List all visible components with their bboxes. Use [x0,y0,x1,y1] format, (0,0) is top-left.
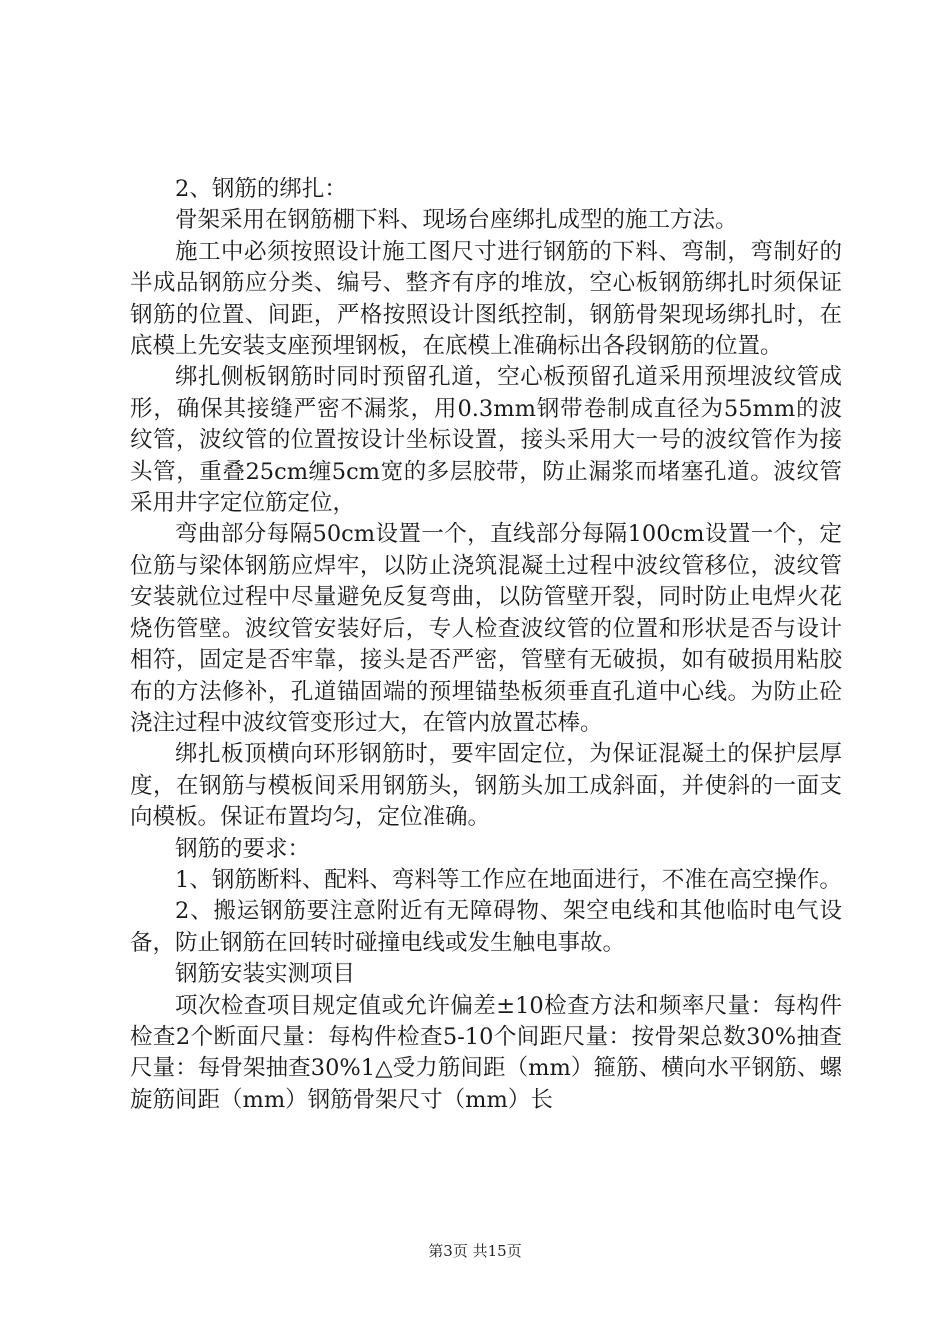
document-body [130,174,842,1116]
paragraph-requirement-2: 2、搬运钢筋要注意附近有无障碍物、架空电线和其他临时电气设备，防止钢筋在回转时碰撞电线或发生触电事故。 [130,898,842,956]
page-footer: 第3页 共15页 [428,1242,522,1260]
paragraph-cutting-bending: 施工中必须按照设计施工图尺寸进行钢筋的下料、弯制，弯制好的半成品钢筋应分类、编号、整齐有序的堆放，空心板钢筋绑扎时须保证钢筋的位置、间距，严格按照设计图纸控制，钢筋骨架现场绑扎时，在底模上先安装支座预埋钢板，在底模上准确标出各段钢筋的位置。 [130,238,842,360]
paragraph-heading-binding: 2、钢筋的绑扎： [175,176,347,202]
paragraph-method: 骨架采用在钢筋棚下料、现场台座绑扎成型的施工方法。 [175,207,738,234]
paragraph-requirements-heading: 钢筋的要求： [175,835,311,862]
paragraph-positioning-bars: 弯曲部分每隔50cm设置一个，直线部分每隔100cm设置一个，定位筋与梁体钢筋应焊牢，以防止浇筑混凝土过程中波纹管移位，波纹管安装就位过程中尽量避免反复弯曲，以防管壁开裂，同时防止电焊火花烧伤管壁。波纹管安装好后，专人检查波纹管的位置和形状是否与设计相符，固定是否牢靠，接头是否严密，管壁有无破损，如有破损用粘胶布的方法修补，孔道锚固端的预埋锚垫板须垂直孔道中心线。为防止砼浇注过程中波纹管变形过大，在管内放置芯棒。 [130,521,842,736]
paragraph-measured-items-heading: 钢筋安装实测项目 [175,961,356,988]
paragraph-duct-reservation: 绑扎侧板钢筋时同时预留孔道，空心板预留孔道采用预埋波纹管成形，确保其接缝严密不漏浆，用0.3mm钢带卷制成直径为55mm的波纹管，波纹管的位置按设计坐标设置，接头采用大一号的波纹管作为接头管，重叠25cm缠5cm宽的多层胶带，防止漏浆而堵塞孔道。波纹管采用井字定位筋定位， [130,364,842,517]
paragraph-requirement-1: 1、钢筋断料、配料、弯料等工作应在地面进行，不准在高空操作。 [175,866,842,893]
paragraph-top-ring-bars: 绑扎板顶横向环形钢筋时，要牢固定位，为保证混凝土的保护层厚度，在钢筋与模板间采用钢筋头，钢筋头加工成斜面，并使斜的一面支向模板。保证布置均匀，定位准确。 [130,741,842,831]
paragraph-measured-items: 项次检查项目规定值或允许偏差±10检查方法和频率尺量：每构件检查2个断面尺量：每构件检查5-10个间距尺量：按骨架总数30%抽查尺量：每骨架抽查30%1△受力筋间距（mm）箍筋、横向水平钢筋、螺旋筋间距（mm）钢筋骨架尺寸（mm）长 [130,992,842,1113]
